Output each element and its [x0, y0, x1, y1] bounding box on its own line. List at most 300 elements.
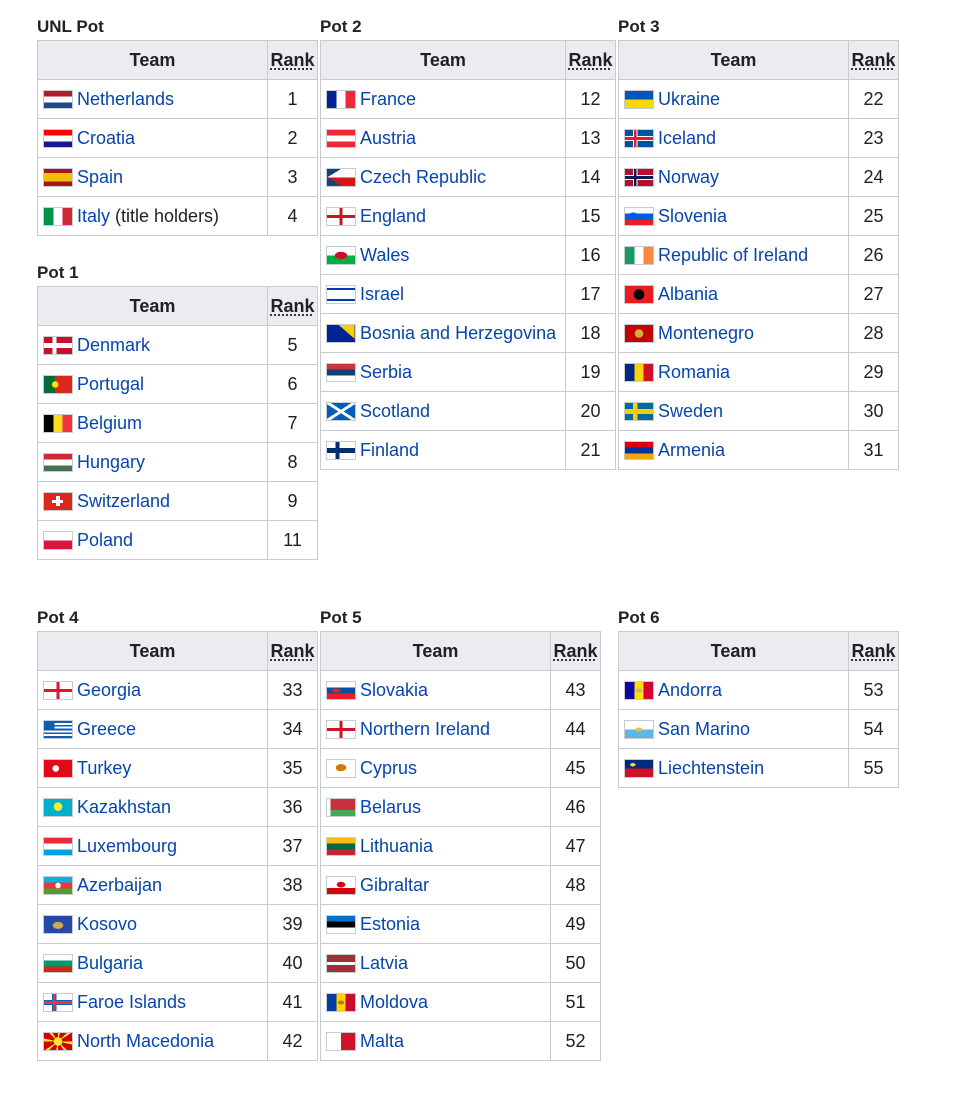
table-row	[38, 905, 318, 944]
team-cell	[38, 866, 268, 905]
team-cell	[619, 392, 849, 431]
team-column-header[interactable]: Team	[38, 632, 268, 671]
table-row	[321, 314, 616, 353]
table-row	[38, 866, 318, 905]
flag-poland-icon	[43, 531, 73, 550]
team-link[interactable]: Moldova	[360, 991, 429, 1012]
team-link[interactable]: Switzerland	[77, 490, 171, 511]
rank-cell: 29	[849, 353, 899, 392]
table-row	[619, 749, 899, 788]
team-link[interactable]: Montenegro	[658, 322, 755, 343]
team-cell	[619, 119, 849, 158]
team-link[interactable]: Greece	[77, 718, 137, 739]
flag-czech-republic-icon	[326, 168, 356, 187]
rank-cell: 28	[849, 314, 899, 353]
team-link[interactable]: Slovakia	[360, 679, 429, 700]
team-link[interactable]: Belgium	[77, 412, 143, 433]
pot-section	[618, 16, 899, 470]
rank-column-header[interactable]: Rank	[849, 632, 899, 671]
team-cell	[321, 866, 551, 905]
team-cell	[321, 710, 551, 749]
table-row	[619, 80, 899, 119]
team-cell	[38, 197, 268, 236]
team-cell	[619, 314, 849, 353]
team-cell	[38, 119, 268, 158]
pot-table	[320, 631, 601, 1061]
rank-cell: 37	[268, 827, 318, 866]
flag-finland-icon	[326, 441, 356, 460]
team-cell	[321, 275, 566, 314]
team-cell	[38, 404, 268, 443]
team-cell	[321, 944, 551, 983]
team-link[interactable]: Faroe Islands	[77, 991, 187, 1012]
team-cell	[38, 443, 268, 482]
team-note: (title holders)	[110, 205, 220, 226]
table-row	[619, 119, 899, 158]
table-row	[619, 158, 899, 197]
rank-cell: 14	[566, 158, 616, 197]
table-row	[321, 827, 601, 866]
table-row	[38, 671, 318, 710]
team-cell	[38, 80, 268, 119]
table-row	[619, 236, 899, 275]
team-link[interactable]: Lithuania	[360, 835, 434, 856]
team-cell	[321, 827, 551, 866]
pot-title: Pot 3	[618, 17, 660, 36]
team-cell	[619, 431, 849, 470]
flag-san-marino-icon	[624, 720, 654, 739]
table-row	[321, 80, 616, 119]
team-link[interactable]: Hungary	[77, 451, 146, 472]
rank-cell: 54	[849, 710, 899, 749]
table-row	[321, 944, 601, 983]
table-row	[321, 353, 616, 392]
flag-faroe-islands-icon	[43, 993, 73, 1012]
team-cell	[321, 1022, 551, 1061]
team-link[interactable]: Cyprus	[360, 757, 418, 778]
table-row	[38, 1022, 318, 1061]
team-link[interactable]: Republic of Ireland	[658, 244, 809, 265]
pot-title: Pot 6	[618, 608, 660, 627]
pot-table	[37, 631, 318, 1061]
team-link[interactable]: Sweden	[658, 400, 724, 421]
flag-luxembourg-icon	[43, 837, 73, 856]
team-cell	[38, 1022, 268, 1061]
rank-cell: 11	[268, 521, 318, 560]
team-cell	[619, 353, 849, 392]
rank-cell: 33	[268, 671, 318, 710]
rank-cell: 7	[268, 404, 318, 443]
team-link[interactable]: France	[360, 88, 417, 109]
rank-cell: 17	[566, 275, 616, 314]
flag-ukraine-icon	[624, 90, 654, 109]
table-header-row	[619, 41, 899, 80]
table-row	[38, 749, 318, 788]
table-header-row	[619, 632, 899, 671]
team-link[interactable]: Bulgaria	[77, 952, 144, 973]
table-row	[321, 392, 616, 431]
rank-cell: 40	[268, 944, 318, 983]
team-link[interactable]: Andorra	[658, 679, 723, 700]
flag-scotland-icon	[326, 402, 356, 421]
flag-georgia-icon	[43, 681, 73, 700]
flag-moldova-icon	[326, 993, 356, 1012]
flag-malta-icon	[326, 1032, 356, 1051]
rank-cell: 25	[849, 197, 899, 236]
team-link[interactable]: Netherlands	[77, 88, 175, 109]
table-row	[321, 236, 616, 275]
rank-cell: 55	[849, 749, 899, 788]
table-row	[321, 866, 601, 905]
team-link[interactable]: Gibraltar	[360, 874, 430, 895]
table-row	[321, 1022, 601, 1061]
team-cell	[619, 710, 849, 749]
team-link[interactable]: Wales	[360, 244, 410, 265]
table-row	[321, 788, 601, 827]
flag-slovakia-icon	[326, 681, 356, 700]
table-row	[38, 944, 318, 983]
table-header-row	[38, 287, 318, 326]
rank-cell: 43	[551, 671, 601, 710]
team-cell	[619, 275, 849, 314]
flag-portugal-icon	[43, 375, 73, 394]
rank-cell: 13	[566, 119, 616, 158]
team-link[interactable]: Estonia	[360, 913, 421, 934]
rank-column-header[interactable]: Rank	[268, 41, 318, 80]
team-cell	[38, 944, 268, 983]
rank-cell: 16	[566, 236, 616, 275]
pot-title: Pot 5	[320, 608, 362, 627]
team-cell	[38, 158, 268, 197]
team-cell	[619, 80, 849, 119]
pot-table	[37, 40, 318, 236]
team-link[interactable]: Finland	[360, 439, 420, 460]
flag-belarus-icon	[326, 798, 356, 817]
table-row	[321, 431, 616, 470]
flag-belgium-icon	[43, 414, 73, 433]
table-row	[38, 443, 318, 482]
team-cell	[38, 710, 268, 749]
pot-section	[618, 607, 899, 788]
team-cell	[321, 314, 566, 353]
team-link[interactable]: Poland	[77, 529, 134, 550]
flag-albania-icon	[624, 285, 654, 304]
flag-kazakhstan-icon	[43, 798, 73, 817]
table-row	[619, 197, 899, 236]
team-column-header[interactable]: Team	[321, 41, 566, 80]
team-link[interactable]: Norway	[658, 166, 720, 187]
rank-cell: 19	[566, 353, 616, 392]
table-row	[619, 275, 899, 314]
flag-northern-ireland-icon	[326, 720, 356, 739]
team-cell	[321, 749, 551, 788]
flag-sweden-icon	[624, 402, 654, 421]
table-row	[38, 710, 318, 749]
rank-cell: 51	[551, 983, 601, 1022]
rank-cell: 3	[268, 158, 318, 197]
table-row	[321, 158, 616, 197]
team-cell	[619, 749, 849, 788]
team-link[interactable]: Belarus	[360, 796, 422, 817]
table-header-row	[321, 632, 601, 671]
rank-cell: 22	[849, 80, 899, 119]
team-link[interactable]: Czech Republic	[360, 166, 487, 187]
flag-montenegro-icon	[624, 324, 654, 343]
rank-cell: 36	[268, 788, 318, 827]
rank-cell: 39	[268, 905, 318, 944]
rank-column-header[interactable]: Rank	[566, 41, 616, 80]
team-link[interactable]: Liechtenstein	[658, 757, 765, 778]
team-cell	[38, 326, 268, 365]
team-link[interactable]: Malta	[360, 1030, 405, 1051]
table-row	[619, 710, 899, 749]
rank-cell: 46	[551, 788, 601, 827]
rank-cell: 18	[566, 314, 616, 353]
team-cell	[38, 827, 268, 866]
team-cell	[38, 749, 268, 788]
team-link[interactable]: Serbia	[360, 361, 413, 382]
table-row	[38, 482, 318, 521]
pot-section	[37, 262, 318, 560]
flag-israel-icon	[326, 285, 356, 304]
team-cell	[38, 905, 268, 944]
team-link[interactable]: Iceland	[658, 127, 717, 148]
team-link[interactable]: Croatia	[77, 127, 136, 148]
table-row	[619, 353, 899, 392]
team-link[interactable]: North Macedonia	[77, 1030, 215, 1051]
rank-cell: 20	[566, 392, 616, 431]
flag-serbia-icon	[326, 363, 356, 382]
flag-ireland-icon	[624, 246, 654, 265]
pot-title: Pot 1	[37, 263, 79, 282]
flag-hungary-icon	[43, 453, 73, 472]
table-row	[321, 905, 601, 944]
team-cell	[321, 158, 566, 197]
flag-armenia-icon	[624, 441, 654, 460]
team-link[interactable]: Georgia	[77, 679, 142, 700]
team-cell	[619, 236, 849, 275]
rank-cell: 50	[551, 944, 601, 983]
rank-cell: 12	[566, 80, 616, 119]
team-cell	[38, 788, 268, 827]
rank-cell: 34	[268, 710, 318, 749]
flag-denmark-icon	[43, 336, 73, 355]
team-link[interactable]: Northern Ireland	[360, 718, 491, 739]
table-row	[38, 521, 318, 560]
team-column-header[interactable]: Team	[619, 41, 849, 80]
flag-england-icon	[326, 207, 356, 226]
team-cell	[321, 431, 566, 470]
flag-north-macedonia-icon	[43, 1032, 73, 1051]
rank-cell: 49	[551, 905, 601, 944]
table-header-row	[38, 41, 318, 80]
team-link[interactable]: Israel	[360, 283, 405, 304]
team-link[interactable]: Kosovo	[77, 913, 138, 934]
rank-cell: 21	[566, 431, 616, 470]
flag-wales-icon	[326, 246, 356, 265]
flag-croatia-icon	[43, 129, 73, 148]
rank-cell: 35	[268, 749, 318, 788]
team-link[interactable]: Ukraine	[658, 88, 721, 109]
team-link[interactable]: Luxembourg	[77, 835, 178, 856]
table-row	[38, 119, 318, 158]
team-cell	[321, 236, 566, 275]
team-cell	[38, 671, 268, 710]
rank-cell: 24	[849, 158, 899, 197]
team-cell	[38, 365, 268, 404]
flag-latvia-icon	[326, 954, 356, 973]
table-row	[619, 431, 899, 470]
table-row	[38, 80, 318, 119]
team-link[interactable]: Scotland	[360, 400, 431, 421]
team-cell	[38, 983, 268, 1022]
team-column-header[interactable]: Team	[619, 632, 849, 671]
team-cell	[619, 197, 849, 236]
team-link[interactable]: Kazakhstan	[77, 796, 172, 817]
rank-cell: 45	[551, 749, 601, 788]
team-cell	[38, 482, 268, 521]
flag-greece-icon	[43, 720, 73, 739]
flag-romania-icon	[624, 363, 654, 382]
team-link[interactable]: Portugal	[77, 373, 145, 394]
rank-cell: 2	[268, 119, 318, 158]
team-link[interactable]: Bosnia and Herzegovina	[360, 322, 557, 343]
flag-gibraltar-icon	[326, 876, 356, 895]
rank-cell: 27	[849, 275, 899, 314]
rank-column-header[interactable]: Rank	[551, 632, 601, 671]
team-cell	[321, 788, 551, 827]
flag-azerbaijan-icon	[43, 876, 73, 895]
team-link[interactable]: Spain	[77, 166, 124, 187]
team-column-header[interactable]: Team	[38, 287, 268, 326]
team-column-header[interactable]: Team	[38, 41, 268, 80]
team-link[interactable]: Romania	[658, 361, 731, 382]
flag-estonia-icon	[326, 915, 356, 934]
rank-cell: 8	[268, 443, 318, 482]
team-link[interactable]: Latvia	[360, 952, 409, 973]
rank-column-header[interactable]: Rank	[268, 632, 318, 671]
table-row	[38, 827, 318, 866]
rank-cell: 41	[268, 983, 318, 1022]
team-column-header[interactable]: Team	[321, 632, 551, 671]
team-cell	[321, 983, 551, 1022]
team-link[interactable]: England	[360, 205, 427, 226]
rank-cell: 9	[268, 482, 318, 521]
rank-cell: 23	[849, 119, 899, 158]
team-link[interactable]: Azerbaijan	[77, 874, 163, 895]
rank-cell: 42	[268, 1022, 318, 1061]
flag-slovenia-icon	[624, 207, 654, 226]
flag-netherlands-icon	[43, 90, 73, 109]
team-link[interactable]: Albania	[658, 283, 719, 304]
pot-table	[618, 631, 899, 788]
team-link[interactable]: San Marino	[658, 718, 751, 739]
flag-andorra-icon	[624, 681, 654, 700]
table-row	[619, 392, 899, 431]
table-row	[619, 314, 899, 353]
rank-column-header[interactable]: Rank	[268, 287, 318, 326]
team-cell	[321, 671, 551, 710]
team-cell	[619, 671, 849, 710]
table-row	[38, 158, 318, 197]
flag-lithuania-icon	[326, 837, 356, 856]
pot-section	[320, 16, 616, 470]
rank-cell: 5	[268, 326, 318, 365]
team-link[interactable]: Turkey	[77, 757, 132, 778]
flag-austria-icon	[326, 129, 356, 148]
rank-cell: 15	[566, 197, 616, 236]
team-cell	[321, 197, 566, 236]
flag-spain-icon	[43, 168, 73, 187]
team-link[interactable]: Denmark	[77, 334, 151, 355]
pot-title: UNL Pot	[37, 17, 104, 36]
table-header-row	[321, 41, 616, 80]
flag-turkey-icon	[43, 759, 73, 778]
rank-cell: 1	[268, 80, 318, 119]
team-cell	[321, 353, 566, 392]
table-row	[321, 197, 616, 236]
team-cell	[321, 905, 551, 944]
flag-bulgaria-icon	[43, 954, 73, 973]
pot-table	[618, 40, 899, 470]
team-cell	[321, 80, 566, 119]
table-row	[38, 983, 318, 1022]
table-row	[38, 197, 318, 236]
table-row	[38, 365, 318, 404]
rank-cell: 53	[849, 671, 899, 710]
table-row	[321, 749, 601, 788]
pot-table	[320, 40, 616, 470]
team-link[interactable]: Slovenia	[658, 205, 728, 226]
team-link[interactable]: Armenia	[658, 439, 726, 460]
team-cell	[321, 392, 566, 431]
rank-cell: 48	[551, 866, 601, 905]
table-row	[321, 983, 601, 1022]
pot-title: Pot 4	[37, 608, 79, 627]
team-cell	[619, 158, 849, 197]
team-cell	[321, 119, 566, 158]
rank-cell: 52	[551, 1022, 601, 1061]
table-row	[321, 710, 601, 749]
flag-france-icon	[326, 90, 356, 109]
flag-italy-icon	[43, 207, 73, 226]
pot-section	[37, 607, 318, 1061]
table-row	[321, 275, 616, 314]
flag-bosnia-icon	[326, 324, 356, 343]
team-link[interactable]: Austria	[360, 127, 417, 148]
table-row	[321, 671, 601, 710]
flag-iceland-icon	[624, 129, 654, 148]
rank-cell: 26	[849, 236, 899, 275]
rank-cell: 31	[849, 431, 899, 470]
table-row	[38, 404, 318, 443]
rank-cell: 4	[268, 197, 318, 236]
flag-liechtenstein-icon	[624, 759, 654, 778]
flag-norway-icon	[624, 168, 654, 187]
table-header-row	[38, 632, 318, 671]
table-row	[321, 119, 616, 158]
rank-column-header[interactable]: Rank	[849, 41, 899, 80]
table-row	[619, 671, 899, 710]
team-link[interactable]: Italy	[77, 205, 111, 226]
rank-cell: 38	[268, 866, 318, 905]
rank-cell: 47	[551, 827, 601, 866]
flag-switzerland-icon	[43, 492, 73, 511]
pot-table	[37, 286, 318, 560]
table-row	[38, 788, 318, 827]
rank-cell: 6	[268, 365, 318, 404]
pot-section	[320, 607, 601, 1061]
